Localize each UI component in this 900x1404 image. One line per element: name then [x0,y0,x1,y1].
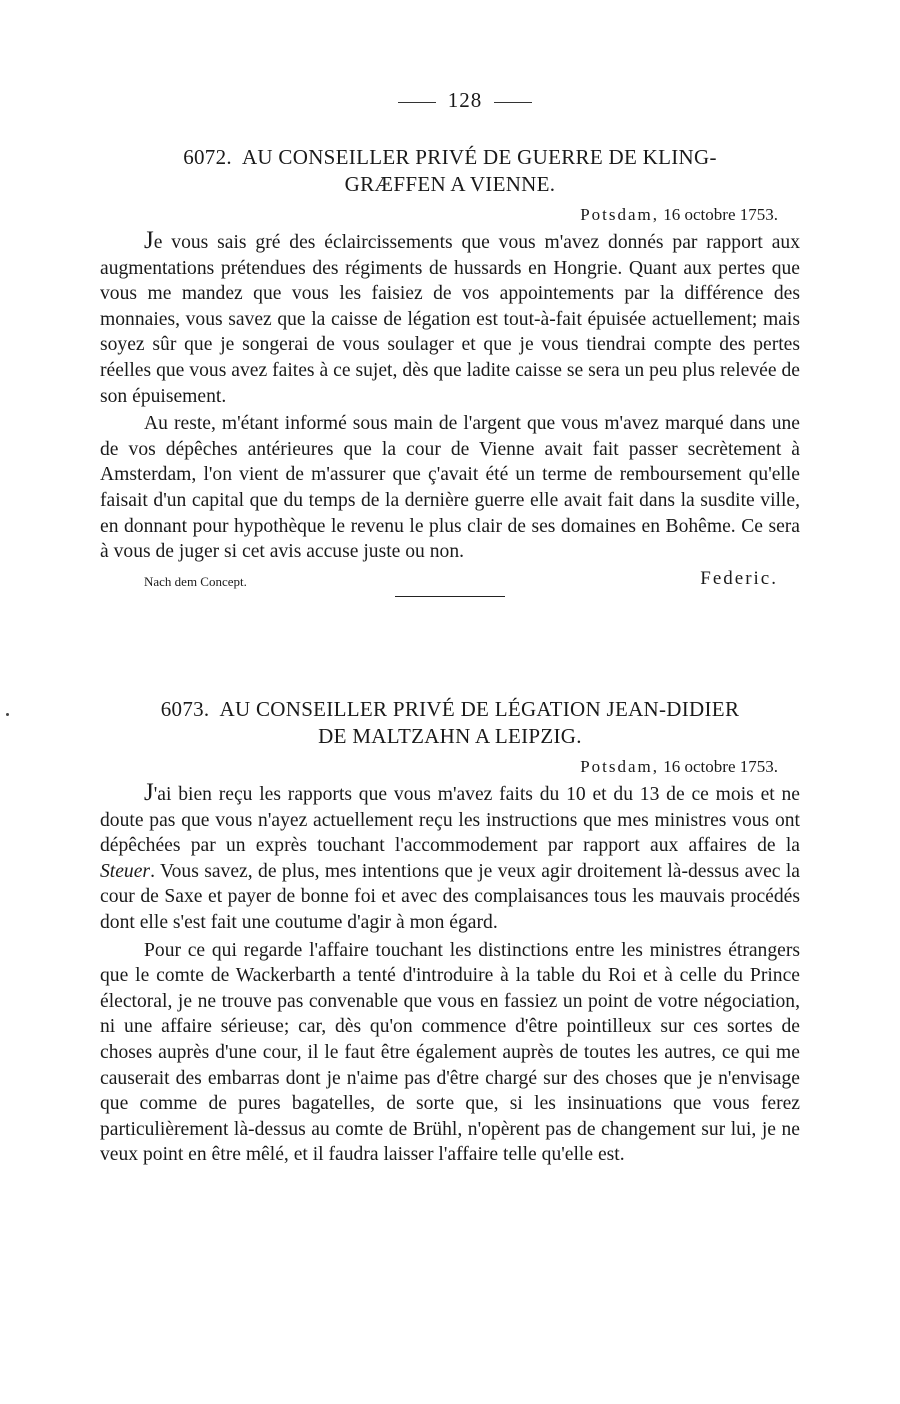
dateline [100,204,800,226]
letter-heading-line-2: DE MALTZAHN A LEIPZIG. [318,724,582,748]
dateline [100,756,800,778]
section-divider [395,596,505,597]
page-number: 128 [447,88,483,112]
italic-term: Steuer [100,860,151,882]
page-number-line [130,88,800,113]
source-note: Nach dem Concept. [144,573,247,589]
paragraph-text: Pour ce qui regarde l'affaire touchant les distinctions entre les ministres étrangers que le comte de Wackerbarth a tenté d'introduire à la table du Roi et à celle du Prince électoral, je ne trouve pas convenable que vous en fassiez un point de votre négociation, ni une affaire sérieuse; car, dès qu'on commence d'être pointilleux sur ces sortes de choses auprès d'une cour, il le faut être également auprès de toutes les autres, ce qui me causerait des embarras dont je n'aime pas d'être chargé sur des choses que je n'envisage que comme de pures bagatelles, de sorte que, si les insinuations que vous ferez particulièrement là-dessus au comte de Brühl, n'opèrent pas de changement sur lui, je ne veux point en être mêlé, et il faudra laisser l'affaire telle qu'elle est. [100,939,800,1166]
letter-number: 6072. [183,145,232,169]
letter-heading-line-2: GRÆFFEN A VIENNE. [344,172,556,196]
paragraph-initial: J [144,227,154,254]
signoff [100,568,800,594]
paragraph-initial: J [144,779,154,806]
letter-heading-line-1: 6073. AU CONSEILLER PRIVÉ DE LÉGATION JEAN-DIDIER [160,697,740,721]
stray-mark [6,713,9,716]
dateline-place: Potsdam, [580,757,660,776]
letter-paragraph [100,411,800,565]
dateline-place: Potsdam, [580,205,660,224]
paragraph-text: Au reste, m'étant informé sous main de l'argent que vous m'avez marqué dans une de vos dépêches antérieures que la cour de Vienne avait fait passer secrètement à Amsterdam, l'on vient de m'assurer que ç'avait été un terme de remboursement qu'elle faisait d'un capital que du temps de la dernière guerre elle avait fait dans la susdite ville, en donnant pour hypothèque le revenu le plus clair de ses domaines en Bohême. Ce sera à vous de juger si cet avis accuse juste ou non. [100,413,800,563]
paragraph-text-after: . Vous savez, de plus, mes intentions que je veux agir droitement là-dessus avec la cour de Saxe et payer de bonne foi et avec des complaisances tous les mauvais procédés dont elle s'est fait une coutume d'agir à mon égard. [100,860,800,933]
letter-paragraph [100,938,800,1168]
page-number-rule-right [494,102,532,103]
page-number-rule-left [398,102,436,103]
letter-paragraph [100,228,800,409]
dateline-date: 16 octobre 1753. [663,757,778,776]
paragraph-text: e vous sais gré des éclaircissements que vous m'avez donnés par rapport aux augmentations prétendues des régiments de hussards en Hongrie. Quant aux pertes que vous me mandez que vous les faisiez de vos appointements par la différence des monnaies, vous savez que la caisse de légation est tout-à-fait épuisée actuellement; mais soyez sûr que je songerai de vous soulager et que je vous tiendrai compte des pertes réelles que vous avez faites à ce sujet, dès que ladite caisse se sera un peu plus relevée de son épuisement. [100,232,800,407]
dateline-date: 16 octobre 1753. [663,205,778,224]
letter-heading-line-1: 6072. AU CONSEILLER PRIVÉ DE GUERRE DE KLING- [183,145,717,169]
letter-heading [100,696,800,750]
letter-6072 [100,144,800,597]
letter-paragraph [100,780,800,936]
letter-number: 6073. [160,697,210,721]
letter-heading [100,144,800,198]
document-page [100,88,800,1166]
paragraph-text-before: 'ai bien reçu les rapports que vous m'avez faits du 10 et du 13 de ce mois et ne doute pas que vous n'ayez actuellement reçu les instructions que mes ministres vous ont dépêchées par un exprès touchant l'accommodement par rapport aux affaires de la [100,784,800,857]
signature: Federic. [700,567,778,589]
letter-6073 [100,696,800,1168]
